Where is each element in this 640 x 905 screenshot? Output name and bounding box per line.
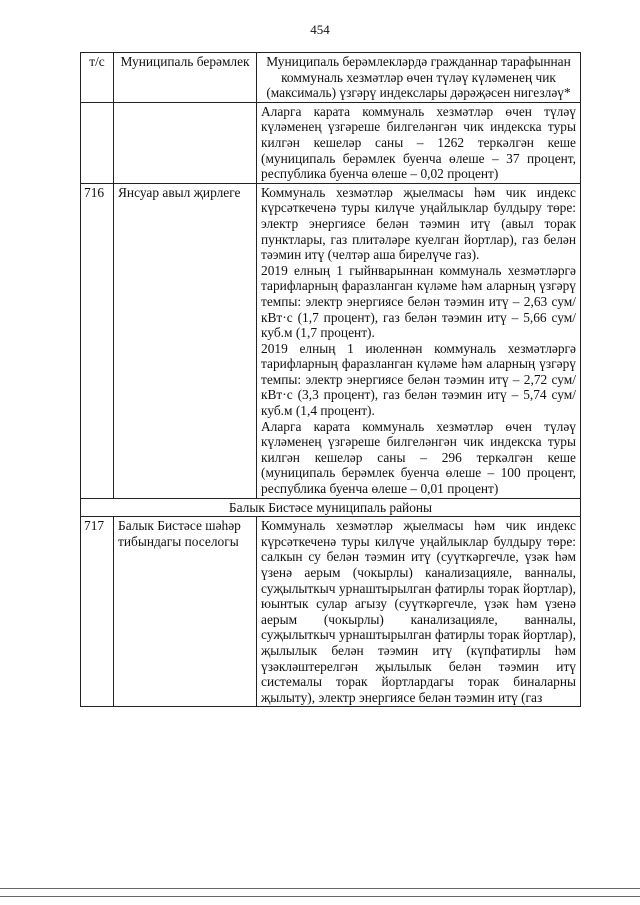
header-municipality: Муниципаль берәмлек xyxy=(114,53,257,103)
row-number: 717 xyxy=(81,517,114,707)
paragraph: 2019 елның 1 гыйнварыннан коммуналь хезмәтләргә тарифларның фаразланган күләме һәм аларның үзгәрү темпы: электр энергиясе белән тәэмин итү – 2,63 сум/кВт·с (1,7 процент), газ белән тәэмин итү – 5,66 сум/куб.м (1,7 процент). xyxy=(261,262,576,341)
municipality-name: Янсуар авыл җирлеге xyxy=(114,183,257,498)
paragraph: Аларга карата коммуналь хезмәтләр өчен түләү күләменең үзгәреше билгеләнгән чик индекска туры килгән кешеләр саны – 296 теркәлгән кеше (муниципаль берәмлек буенча өлеше – 100 процент, республика буенча өлеше – 0,01 процент) xyxy=(261,418,576,497)
scan-bottom-edge xyxy=(0,888,640,897)
paragraph: Коммуналь хезмәтләр җыелмасы һәм чик индекс күрсәткеченә туры килүче уңайлыклар булдыру төре: электр энергиясе белән тәэмин итү (авыл торак пунктлары, газ плитәләре куелган йортлар), газ белән тәэмин итү (челтәр аша бирелүче газ). xyxy=(261,184,576,263)
table-row-continuation xyxy=(81,102,581,183)
page-number: 454 xyxy=(310,22,330,37)
section-title: Балык Бистәсе муниципаль районы xyxy=(81,498,581,517)
paragraph: Коммуналь хезмәтләр җыелмасы һәм чик индекс күрсәткеченә туры килүче уңайлыклар булдыру төре: салкын су белән тәэмин итү (суүткәргечле, үзәк һәм үзенә аерым (чокырлы) канализацияле, ванналы, суҗылыткыч урнаштырылган фатирлы торак йортлар), юынтык сулар агызу (суүткәргечле, үзәк һәм үзенә аерым (чокырлы) канализацияле, ванналы, суҗылыткыч урнаштырылган фатирлы торак йортлар), җылылык белән тәэмин итү (күпфатирлы һәм үзәкләштерелгән җылылык белән тәэмин итү системалы торак йортлардагы торак биналарны җылыту), электр энергиясе белән тәэмин итү (газ xyxy=(261,518,576,705)
header-index-justification: Муниципаль берәмлекләрдә гражданнар тарафыннан коммуналь хезмәтләр өчен түләү күләменең чик (максималь) үзгәрү индекслары дәрәҗәсен нигезләү* xyxy=(257,53,581,103)
table-row-716 xyxy=(81,183,581,498)
cell-municipality-empty xyxy=(114,102,257,183)
municipality-name: Балык Бистәсе шәһәр тибындагы поселогы xyxy=(114,517,257,707)
row-number: 716 xyxy=(81,183,114,498)
paragraph: 2019 елның 1 июленнән коммуналь хезмәтләргә тарифларның фаразланган күләме һәм аларның үзгәрү темпы: электр энергиясе белән тәэмин итү – 2,72 сум/кВт·с (3,3 процент), газ белән тәэмин итү – 5,74 сум/куб.м (1,4 процент). xyxy=(261,340,576,419)
justification-cell xyxy=(257,183,581,498)
justification-cell xyxy=(257,517,581,707)
table-header-row xyxy=(81,53,581,103)
section-row xyxy=(81,498,581,517)
tariff-index-table xyxy=(80,52,581,707)
continuation-text: Аларга карата коммуналь хезмәтләр өчен түләү күләменең үзгәреше билгеләнгән чик индекска туры килгән кешеләр саны – 1262 теркәлгән кеше (муниципаль берәмлек буенча өлеше – 37 процент, республика буенча өлеше – 0,02 процент) xyxy=(257,102,581,183)
cell-number-empty xyxy=(81,102,114,183)
header-number: т/с xyxy=(81,53,114,103)
table-row-717 xyxy=(81,517,581,707)
